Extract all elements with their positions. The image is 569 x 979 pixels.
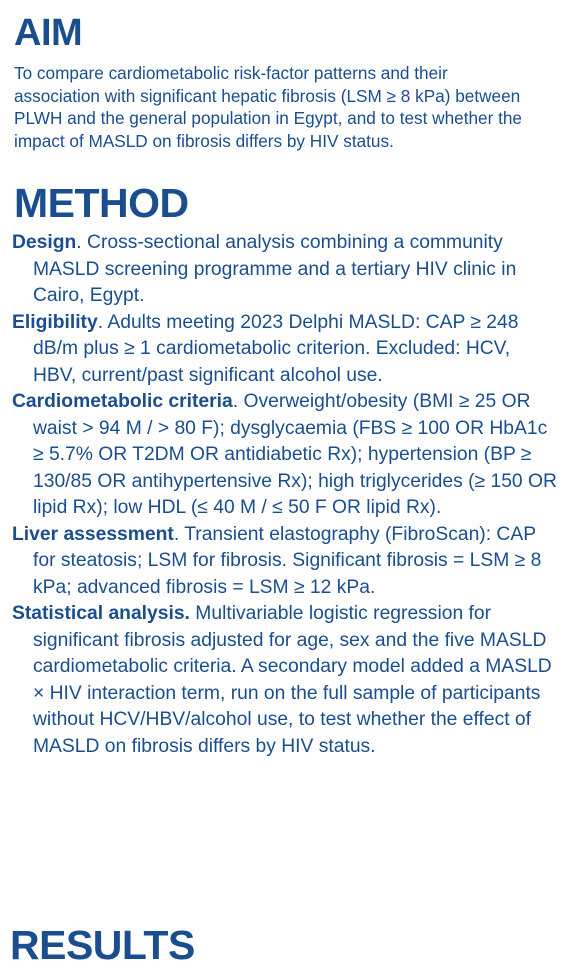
method-list <box>12 230 557 760</box>
method-heading: METHOD <box>14 180 189 226</box>
method-item-statistics <box>12 601 557 760</box>
method-term: Eligibility <box>12 311 98 333</box>
method-term-sep: . <box>173 523 180 545</box>
method-text: Multivariable logistic regression for significant fibrosis adjusted for age, sex and the five MASLD cardiometabolic criteria. A secondary model added a MASLD × HIV interaction term, run on the full sample of participants without HCV/HBV/alcohol use, to test whether the effect of MASLD on fibrosis differs by HIV status. <box>33 603 552 757</box>
method-term: Design <box>12 232 77 253</box>
method-item-design <box>12 230 557 310</box>
method-term: Liver assessment <box>12 523 174 545</box>
method-item-eligibility <box>12 310 557 390</box>
method-text: Adults meeting 2023 Delphi MASLD: CAP ≥ 248 dB/m plus ≥ 1 cardiometabolic criterion. Excluded: HCV, HBV, current/past significant alcohol use. <box>33 311 519 386</box>
aim-text: To compare cardiometabolic risk-factor patterns and their association with significant hepatic fibrosis (LSM ≥ 8 kPa) between PLWH and the general population in Egypt, and to test whether the impact of MASLD on fibrosis differs by HIV status. <box>14 63 522 151</box>
method-item-liver <box>12 522 557 602</box>
method-term-sep: . <box>232 391 239 412</box>
method-term: Cardiometabolic criteria <box>12 391 233 412</box>
method-term: Statistical analysis. <box>12 603 190 624</box>
method-term-sep: . <box>97 311 104 333</box>
results-heading: RESULTS <box>10 922 195 968</box>
method-text: Overweight/obesity (BMI ≥ 25 OR waist > 94 M / > 80 F); dysglycaemia (FBS ≥ 100 OR HbA1c ≥ 5.7% OR T2DM OR antidiabetic Rx); hypertension (BP ≥ 130/85 OR antihypertensive Rx); high triglycerides (≥ 150 OR lipid Rx); low HDL (≤ 40 M / ≤ 50 F OR lipid Rx). <box>33 391 557 518</box>
method-term-sep: . <box>76 232 82 253</box>
method-text: Transient elastography (FibroScan): CAP for steatosis; LSM for fibrosis. Significant fibrosis = LSM ≥ 8 kPa; advanced fibrosis = LSM ≥ 12 kPa. <box>33 523 542 598</box>
aim-heading: AIM <box>14 12 83 54</box>
method-text: Cross-sectional analysis combining a community MASLD screening programme and a tertiary HIV clinic in Cairo, Egypt. <box>33 232 517 306</box>
method-item-cardiometabolic <box>12 389 557 522</box>
